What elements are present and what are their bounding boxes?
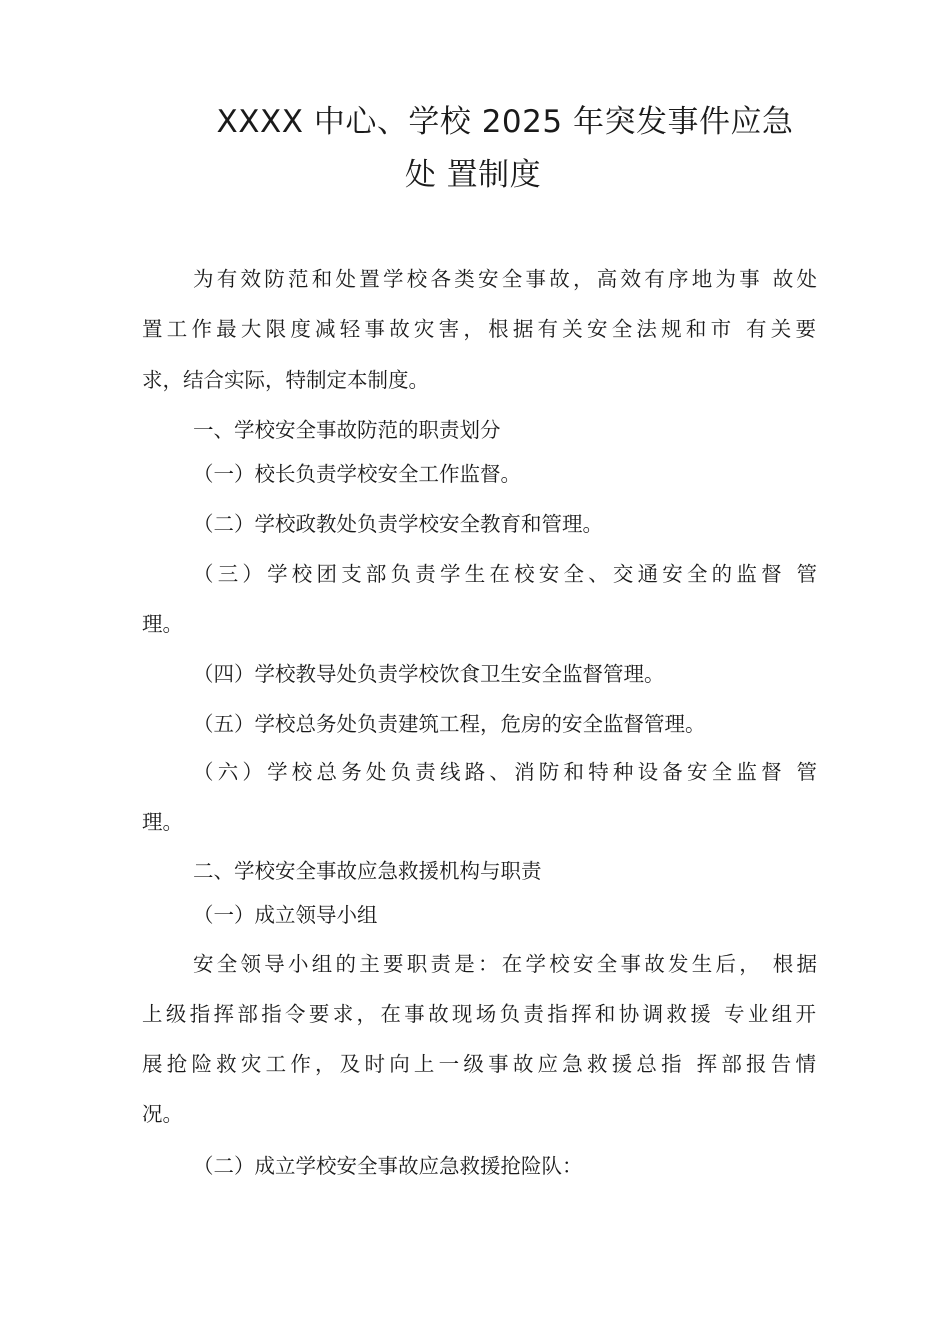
list-item-1-4: （四）学校教导处负责学校饮食卫生安全监督管理。 <box>193 662 665 686</box>
paragraph-2-line-4: 况。 <box>142 1102 183 1126</box>
paragraph-2-line-2: 上级指挥部指令要求，在事故现场负责指挥和协调救援 专业组开 <box>142 1002 816 1026</box>
paragraph-1-line-3: 求，结合实际，特制定本制度。 <box>142 368 429 392</box>
paragraph-2-line-3: 展抢险救灾工作，及时向上一级事故应急救援总指 挥部报告情 <box>142 1052 816 1076</box>
list-item-1-3-line-2: 理。 <box>142 612 183 636</box>
paragraph-1-line-2: 置工作最大限度减轻事故灾害，根据有关安全法规和市 有关要 <box>142 317 816 341</box>
list-item-2-2: （二）成立学校安全事故应急救援抢险队： <box>193 1154 583 1178</box>
list-item-2-1: （一）成立领导小组 <box>193 903 378 927</box>
list-item-1-2: （二）学校政教处负责学校安全教育和管理。 <box>193 512 603 536</box>
list-item-1-6-line-1: （六）学校总务处负责线路、消防和特种设备安全监督 管 <box>193 760 817 784</box>
section-heading-1: 一、学校安全事故防范的职责划分 <box>193 418 501 442</box>
list-item-1-1: （一）校长负责学校安全工作监督。 <box>193 462 521 486</box>
list-item-1-6-line-2: 理。 <box>142 810 183 834</box>
list-item-1-3-line-1: （三）学校团支部负责学生在校安全、交通安全的监督 管 <box>193 562 817 586</box>
section-heading-2: 二、学校安全事故应急救援机构与职责 <box>193 859 542 883</box>
list-item-1-5: （五）学校总务处负责建筑工程，危房的安全监督管理。 <box>193 712 706 736</box>
paragraph-2-line-1: 安全领导小组的主要职责是：在学校安全事故发生后， 根据 <box>193 952 817 976</box>
document-title-line-2: 处 置制度 <box>404 157 542 193</box>
paragraph-1-line-1: 为有效防范和处置学校各类安全事故，高效有序地为事 故处 <box>193 267 817 291</box>
document-title-line-1: XXXX 中心、学校 2025 年突发事件应急 <box>216 104 794 140</box>
